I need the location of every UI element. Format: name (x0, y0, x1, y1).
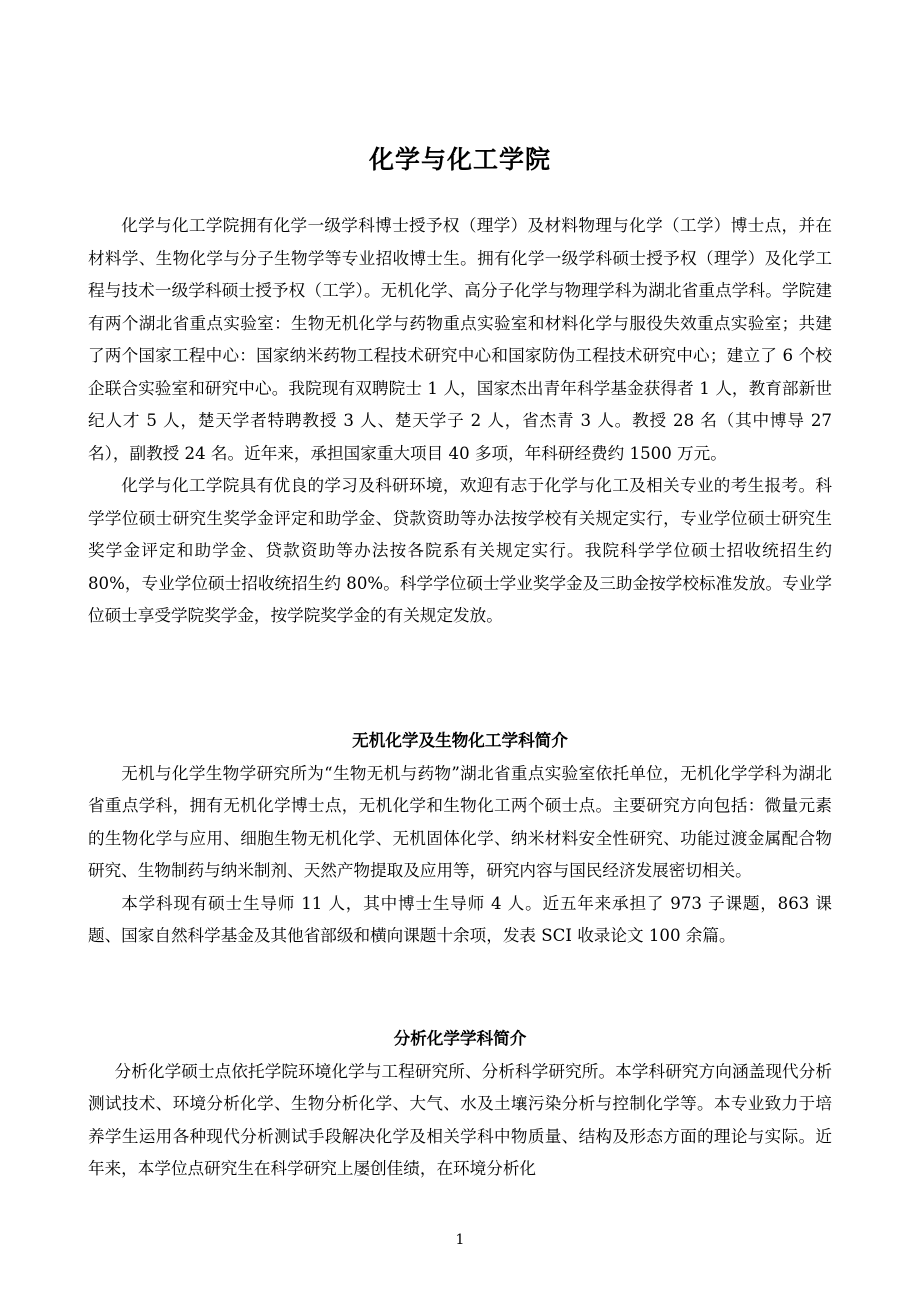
inorganic-paragraph-2: 本学科现有硕士生导师 11 人，其中博士生导师 4 人。近五年来承担了 973 子课题，863 课题、国家自然科学基金及其他省部级和横向课题十余项，发表 SCI 收录论文 100 余篇。 (88, 893, 832, 945)
intro-paragraph-2: 化学与化工学院具有优良的学习及科研环境，欢迎有志于化学与化工及相关专业的考生报考。科学学位硕士研究生奖学金评定和助学金、贷款资助等办法按学校有关规定实行，专业学位硕士研究生奖学金评定和助学金、贷款资助等办法按各院系有关规定实行。我院科学学位硕士招收统招生约 80%，专业学位硕士招收统招生约 80%。科学学位硕士学业奖学金及三助金按学校标准发放。专业学位硕士享受学院奖学金，按学院奖学金的有关规定发放。 (88, 476, 832, 625)
inorganic-section (88, 725, 832, 953)
analytical-section (88, 1023, 832, 1186)
section-heading-analytical: 分析化学学科简介 (393, 1029, 527, 1048)
intro-paragraph-1: 化学与化工学院拥有化学一级学科博士授予权（理学）及材料物理与化学（工学）博士点，并在材料学、生物化学与分子生物学等专业招收博士生。拥有化学一级学科硕士授予权（理学）及化学工程与技术一级学科硕士授予权（工学）。无机化学、高分子化学与物理学科为湖北省重点学科。学院建有两个湖北省重点实验室：生物无机化学与药物重点实验室和材料化学与服役失效重点实验室；共建了两个国家工程中心：国家纳米药物工程技术研究中心和国家防伪工程技术研究中心；建立了 6 个校企联合实验室和研究中心。我院现有双聘院士 1 人，国家杰出青年科学基金获得者 1 人，教育部新世纪人才 5 人，楚天学者特聘教授 3 人、楚天学子 2 人，省杰青 3 人。教授 28 名（其中博导 27 名），副教授 24 名。近年来，承担国家重大项目 40 多项，年科研经费约 1500 万元。 (88, 216, 832, 463)
intro-section (88, 210, 832, 633)
inorganic-paragraph-1: 无机与化学生物学研究所为“生物无机与药物”湖北省重点实验室依托单位，无机化学学科为湖北省重点学科，拥有无机化学博士点，无机化学和生物化工两个硕士点。主要研究方向包括：微量元素的生物化学与应用、细胞生物无机化学、无机固体化学、纳米材料安全性研究、功能过渡金属配合物研究、生物制药与纳米制剂、天然产物提取及应用等，研究内容与国民经济发展密切相关。 (88, 763, 832, 880)
page-title: 化学与化工学院 (368, 145, 551, 174)
page-number: 1 (455, 1232, 465, 1248)
section-heading-inorganic: 无机化学及生物化工学科简介 (352, 731, 568, 750)
analytical-paragraph-1: 分析化学硕士点依托学院环境化学与工程研究所、分析科学研究所。本学科研究方向涵盖现代分析测试技术、环境分析化学、生物分析化学、大气、水及土壤污染分析与控制化学等。本专业致力于培养学生运用各种现代分析测试手段解决化学及相关学科中物质量、结构及形态方面的理论与实际。近年来，本学位点研究生在科学研究上屡创佳绩，在环境分析化 (88, 1061, 832, 1178)
